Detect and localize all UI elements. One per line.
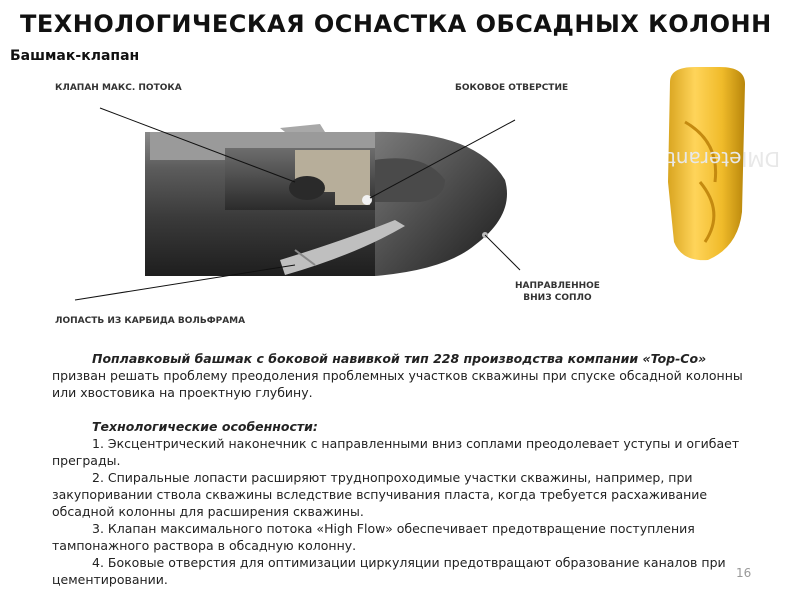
intro-paragraph (52, 350, 757, 401)
feature-item-2 (52, 469, 757, 520)
feature-item-2-text: 2. Спиральные лопасти расширяют труднопроходимые участки скважины, например, при закупоривании ствола скважины вследствие вспучивания пласта, когда требуется расхаживание обсадной колонны для расширения скважины. (52, 470, 708, 519)
feature-item-1 (52, 435, 757, 469)
label-nozzle-line2: ВНИЗ СОПЛО (523, 293, 592, 303)
float-shoe-photo (630, 62, 780, 267)
photo-watermark: DMIeterant (667, 147, 780, 171)
feature-item-4 (52, 554, 757, 588)
feature-item-4-text: 4. Боковые отверстия для оптимизации циркуляции предотвращают образование каналов при цементировании. (52, 555, 726, 587)
top-blade (280, 124, 325, 132)
features-heading-text: Технологические особенности: (92, 419, 318, 434)
eccentric-nose (375, 132, 507, 276)
label-blade: ЛОПАСТЬ ИЗ КАРБИДА ВОЛЬФРАМА (55, 316, 246, 326)
features-heading (52, 418, 757, 435)
valve-ball (289, 176, 325, 200)
label-side-hole: БОКОВОЕ ОТВЕРСТИЕ (455, 83, 569, 93)
float-shoe-cutaway-diagram (45, 70, 615, 340)
yellow-shoe-image (630, 62, 780, 267)
leader-nozzle (485, 235, 520, 270)
feature-item-3 (52, 520, 757, 554)
label-valve: КЛАПАН МАКС. ПОТОКА (55, 83, 182, 93)
label-nozzle-line1: НАПРАВЛЕННОЕ (515, 281, 600, 291)
side-hole (362, 195, 372, 205)
page-number: 16 (736, 566, 752, 580)
feature-item-1-text: 1. Эксцентрический наконечник с направленными вниз соплами преодолевает уступы и огибает преграды. (52, 436, 740, 468)
intro-bold: Поплавковый башмак с боковой навивкой тип 228 производства компании «Top-Co» (92, 351, 707, 366)
description-text (52, 350, 757, 588)
slide-title: ТЕХНОЛОГИЧЕСКАЯ ОСНАСТКА ОБСАДНЫХ КОЛОНН (20, 10, 772, 38)
intro-rest: призван решать проблему преодоления проблемных участков скважины при спуске обсадной колонны или хвостовика на проектную глубину. (52, 368, 743, 400)
slide-subtitle: Башмак-клапан (10, 48, 140, 64)
feature-item-3-text: 3. Клапан максимального потока «High Flow» обеспечивает предотвращение поступления тампонажного раствора в обсадную колонну. (52, 521, 695, 553)
label-nozzle (515, 280, 600, 304)
